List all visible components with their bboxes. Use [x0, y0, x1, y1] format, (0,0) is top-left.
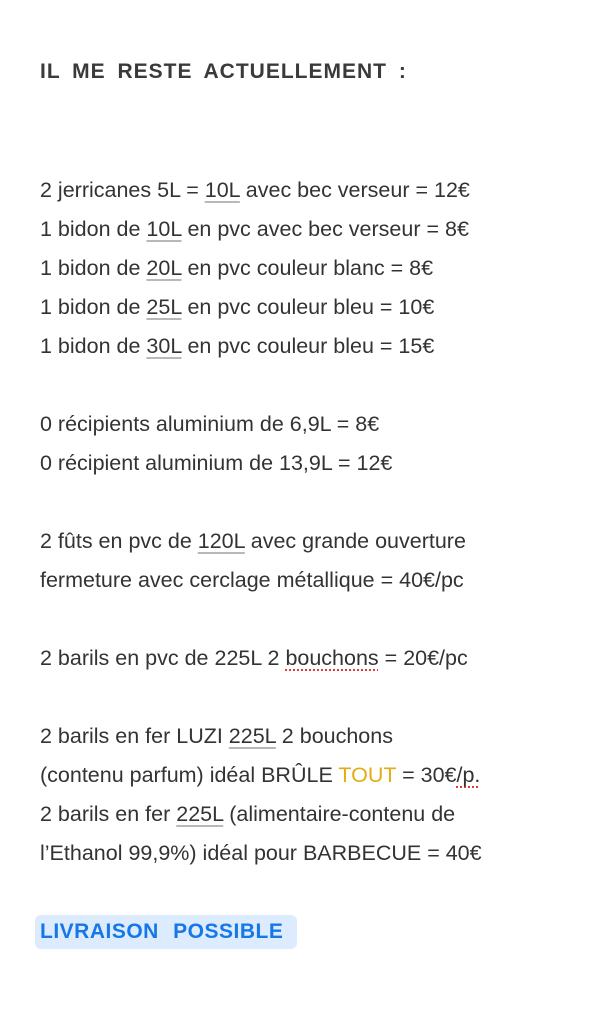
- item-text: en pvc couleur bleu = 15€: [181, 334, 435, 358]
- item-text: (contenu parfum) idéal BRÛLE: [40, 763, 339, 787]
- item-text: 2 fûts en pvc de: [40, 529, 198, 553]
- item-line: [40, 254, 433, 282]
- item-line: [40, 215, 469, 243]
- item-line: [40, 293, 434, 321]
- item-text: 2 barils en fer: [40, 802, 177, 826]
- item-text: en pvc avec bec verseur = 8€: [181, 217, 469, 241]
- volume-link[interactable]: 120L: [197, 529, 245, 553]
- item-text: 1 bidon de: [40, 334, 147, 358]
- volume-link[interactable]: 225L: [228, 724, 276, 748]
- item-text: = 30€: [396, 763, 457, 787]
- volume-link[interactable]: 30L: [146, 334, 182, 358]
- spellcheck-word[interactable]: bouchons: [285, 646, 379, 670]
- item-text: = 20€/pc: [378, 646, 468, 670]
- futs-line: fermeture avec cerclage métallique = 40€/pc: [40, 568, 464, 592]
- barils-pvc-line: [40, 644, 468, 672]
- note-title: IL ME RESTE ACTUELLEMENT :: [40, 60, 407, 83]
- aluminium-line: 0 récipient aluminium de 13,9L = 12€: [40, 451, 393, 475]
- item-line: [40, 332, 434, 360]
- item-text: (alimentaire-contenu de: [223, 802, 456, 826]
- aluminium-line: 0 récipients aluminium de 6,9L = 8€: [40, 412, 380, 436]
- item-text: 1 bidon de: [40, 295, 147, 319]
- item-text: 2 barils en pvc de 225L 2: [40, 646, 286, 670]
- barils-fer-alim-line: l’Ethanol 99,9%) idéal pour BARBECUE = 40€: [40, 841, 482, 865]
- barils-fer-alim-line: [40, 800, 455, 828]
- item-text: avec bec verseur = 12€: [239, 178, 470, 202]
- item-text: 1 bidon de: [40, 217, 147, 241]
- item-text: en pvc couleur bleu = 10€: [181, 295, 435, 319]
- item-text: 2 barils en fer LUZI: [40, 724, 229, 748]
- item-text: 2 bouchons: [275, 724, 393, 748]
- highlight-word: TOUT: [338, 763, 397, 787]
- volume-link[interactable]: 10L: [204, 178, 240, 202]
- barils-fer-luzi-line: [40, 722, 393, 750]
- item-text: 2 jerricanes 5L =: [40, 178, 205, 202]
- item-text: en pvc couleur blanc = 8€: [181, 256, 434, 280]
- volume-link[interactable]: 10L: [146, 217, 182, 241]
- barils-fer-luzi-line: [40, 761, 480, 789]
- spellcheck-word[interactable]: /p.: [456, 763, 481, 787]
- volume-link[interactable]: 225L: [176, 802, 224, 826]
- futs-line: [40, 527, 466, 555]
- item-text: avec grande ouverture: [244, 529, 466, 553]
- delivery-badge: LIVRAISON POSSIBLE: [35, 915, 297, 949]
- item-line: [40, 176, 470, 204]
- item-text: 1 bidon de: [40, 256, 147, 280]
- volume-link[interactable]: 20L: [146, 256, 182, 280]
- volume-link[interactable]: 25L: [146, 295, 182, 319]
